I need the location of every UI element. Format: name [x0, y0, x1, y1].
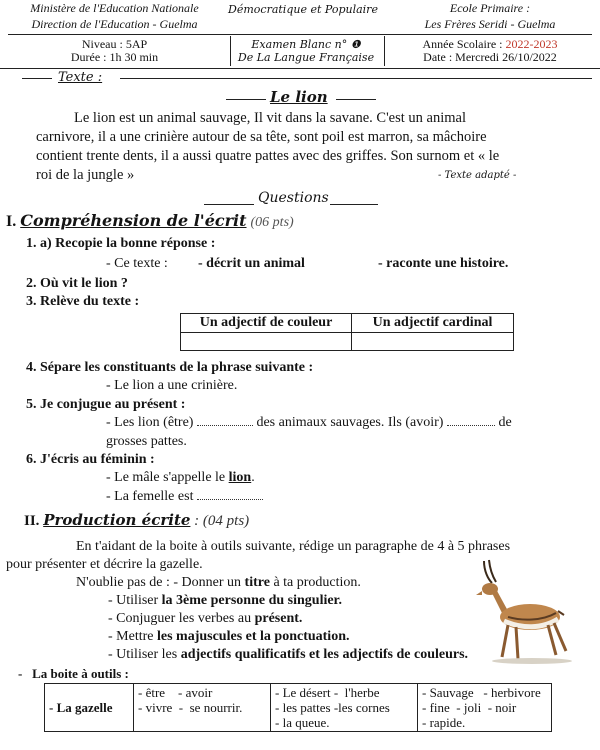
- toolbox-verbs: [134, 684, 271, 732]
- reminder-post: à ta production.: [273, 575, 361, 590]
- republic-label: Démocratique et Populaire: [228, 3, 378, 16]
- duration-label: Durée : 1h 30 min: [70, 50, 159, 64]
- part2-heading: [24, 511, 249, 530]
- part1-heading: [6, 211, 294, 231]
- q3-answer-cardinal[interactable]: [352, 333, 514, 351]
- level-label: Niveau : 5AP: [81, 37, 148, 51]
- part2-item-2: [108, 611, 302, 627]
- reminder-pre: N'oublie pas de : - Donner un: [76, 575, 242, 590]
- part2-points: : (04 pts): [194, 513, 250, 529]
- q3-col-color: Un adjectif de couleur: [181, 314, 352, 333]
- title-dash-left: [226, 99, 266, 100]
- toolbox-adjectives-1: - Sauvage - herbivore: [422, 685, 541, 700]
- q3-table-header-row: [181, 314, 514, 333]
- toolbox-nouns-1: - Le désert - l'herbe: [275, 685, 380, 700]
- toolbox-adjectives-3: - rapide.: [422, 715, 466, 730]
- q6-line1-post: .: [251, 470, 255, 485]
- header-bottom-line: [0, 68, 600, 69]
- part2-item-3: [108, 629, 349, 645]
- q5-blank-1[interactable]: [197, 425, 253, 426]
- toolbox-adjectives-2: - fine - joli - noir: [422, 700, 517, 715]
- q6-blank[interactable]: [197, 499, 263, 500]
- q3-col-cardinal: Un adjectif cardinal: [352, 314, 514, 333]
- toolbox-subject: - La gazelle: [45, 684, 134, 732]
- toolbox-verbs-2: - vivre - se nourrir.: [138, 700, 243, 715]
- school-label: Ecole Primaire :: [449, 1, 531, 15]
- toolbox-nouns-3: - la queue.: [275, 715, 330, 730]
- part2-numeral: II.: [24, 513, 40, 529]
- q5-part3: de: [498, 415, 512, 430]
- header-separator-right: [384, 36, 385, 66]
- questions-dash-right: [330, 204, 378, 205]
- q3-table: [180, 313, 514, 351]
- part1-title: Compréhension de l'écrit: [20, 211, 247, 230]
- item2-pre: - Conjuguer les verbes au: [108, 611, 252, 626]
- item4-bold: adjectifs qualificatifs et les adjectifs de couleurs.: [180, 647, 469, 662]
- questions-title: Questions: [258, 190, 329, 206]
- title-dash-right: [336, 99, 376, 100]
- header-divider: [8, 34, 592, 35]
- texte-label: Texte :: [58, 70, 103, 85]
- q6-label: 6. J'écris au féminin :: [26, 452, 155, 467]
- item2-bold: présent.: [254, 611, 303, 626]
- item1-bold: la 3ème personne du singulier.: [161, 593, 342, 608]
- toolbox-adjectives: [418, 684, 552, 732]
- text-line-2: carnivore, il a une crinière autour de sa tête, sont poil est marron, sa mâchoire: [36, 129, 487, 145]
- part2-intro-line-2: pour présenter et décrire la gazelle.: [6, 557, 203, 572]
- q5-line-2: grosses pattes.: [106, 434, 187, 449]
- q1-option-b: - raconte une histoire.: [378, 256, 509, 271]
- gazelle-illustration: [462, 555, 574, 665]
- q3-answer-color[interactable]: [181, 333, 352, 351]
- part2-reminder: [76, 575, 361, 591]
- text-source: - Texte adapté -: [438, 170, 517, 181]
- q6-line1-word: lion: [228, 470, 252, 485]
- q5-part1: - Les lion (être): [106, 415, 194, 430]
- item4-pre: - Utiliser les: [108, 647, 178, 662]
- q6-line2-text: - La femelle est: [106, 489, 194, 504]
- part1-numeral: I.: [6, 213, 17, 230]
- text-title: Le lion: [270, 88, 328, 106]
- toolbox-table: [44, 683, 552, 732]
- part2-intro-line-1: En t'aidant de la boite à outils suivante, rédige un paragraphe de 4 à 5 phrases: [76, 539, 511, 554]
- item3-bold: les majuscules et la ponctuation.: [156, 629, 350, 644]
- date-label: Date : Mercredi 26/10/2022: [423, 50, 557, 64]
- part2-item-1: [108, 593, 342, 609]
- part2-item-4: [108, 647, 468, 663]
- q1-prefix: - Ce texte :: [106, 256, 168, 271]
- toolbox-row: [45, 684, 552, 732]
- part2-points-value: (04 pts): [202, 513, 250, 529]
- toolbox-nouns-2: - les pattes -les cornes: [275, 700, 390, 715]
- q5-blank-2[interactable]: [447, 425, 495, 426]
- q5-part2: des animaux sauvages. Ils (avoir): [256, 415, 444, 430]
- ministry-label: Ministère de l'Education Nationale: [30, 1, 199, 15]
- q4-label: 4. Sépare les constituants de la phrase suivante :: [26, 360, 314, 375]
- direction-label: Direction de l'Education - Guelma: [31, 17, 198, 31]
- questions-dash-left: [204, 204, 254, 205]
- school-name: Les Frères Seridi - Guelma: [424, 17, 556, 31]
- text-line-1: Le lion est un animal sauvage, Il vit dans la savane. C'est un animal: [74, 110, 466, 126]
- item3-pre: - Mettre: [108, 629, 154, 644]
- q1-option-a: - décrit un animal: [198, 256, 305, 271]
- gazelle-drawing: [476, 560, 572, 664]
- toolbox-label: - La boite à outils :: [18, 666, 129, 681]
- text-line-4: roi de la jungle »: [36, 167, 135, 183]
- item1-pre: - Utiliser: [108, 593, 159, 608]
- q5-line-1: [106, 415, 512, 431]
- q4-sentence: - Le lion a une crinière.: [106, 378, 238, 393]
- header-separator-left: [230, 36, 231, 66]
- q6-line1-pre: - Le mâle s'appelle le: [106, 470, 226, 485]
- q6-line-2: [106, 489, 263, 505]
- year-label: Année Scolaire :: [422, 37, 503, 51]
- q1-label: 1. a) Recopie la bonne réponse :: [26, 236, 216, 251]
- part2-title: Production écrite: [43, 511, 191, 529]
- q6-line-1: [106, 470, 255, 486]
- toolbox-nouns: [271, 684, 418, 732]
- reminder-bold: titre: [244, 575, 270, 590]
- year-value: 2022-2023: [505, 37, 558, 51]
- part1-points: (06 pts): [250, 215, 294, 230]
- toolbox-label-text: La boite à outils :: [32, 666, 129, 681]
- exam-label: Examen Blanc n° ❶: [251, 38, 361, 51]
- text-line-3: contient trente dents, il a aussi quatre pattes avec des griffes. Son surnom et « le: [36, 148, 500, 164]
- toolbox-verbs-1: - être - avoir: [138, 685, 213, 700]
- q3-label: 3. Relève du texte :: [26, 294, 140, 309]
- q3-table-answer-row: [181, 333, 514, 351]
- texte-rule: [120, 78, 592, 79]
- q5-label: 5. Je conjugue au présent :: [26, 397, 186, 412]
- texte-dash: [22, 78, 52, 79]
- q2-label: 2. Où vit le lion ?: [26, 276, 128, 291]
- subject-label: De La Langue Française: [237, 51, 375, 64]
